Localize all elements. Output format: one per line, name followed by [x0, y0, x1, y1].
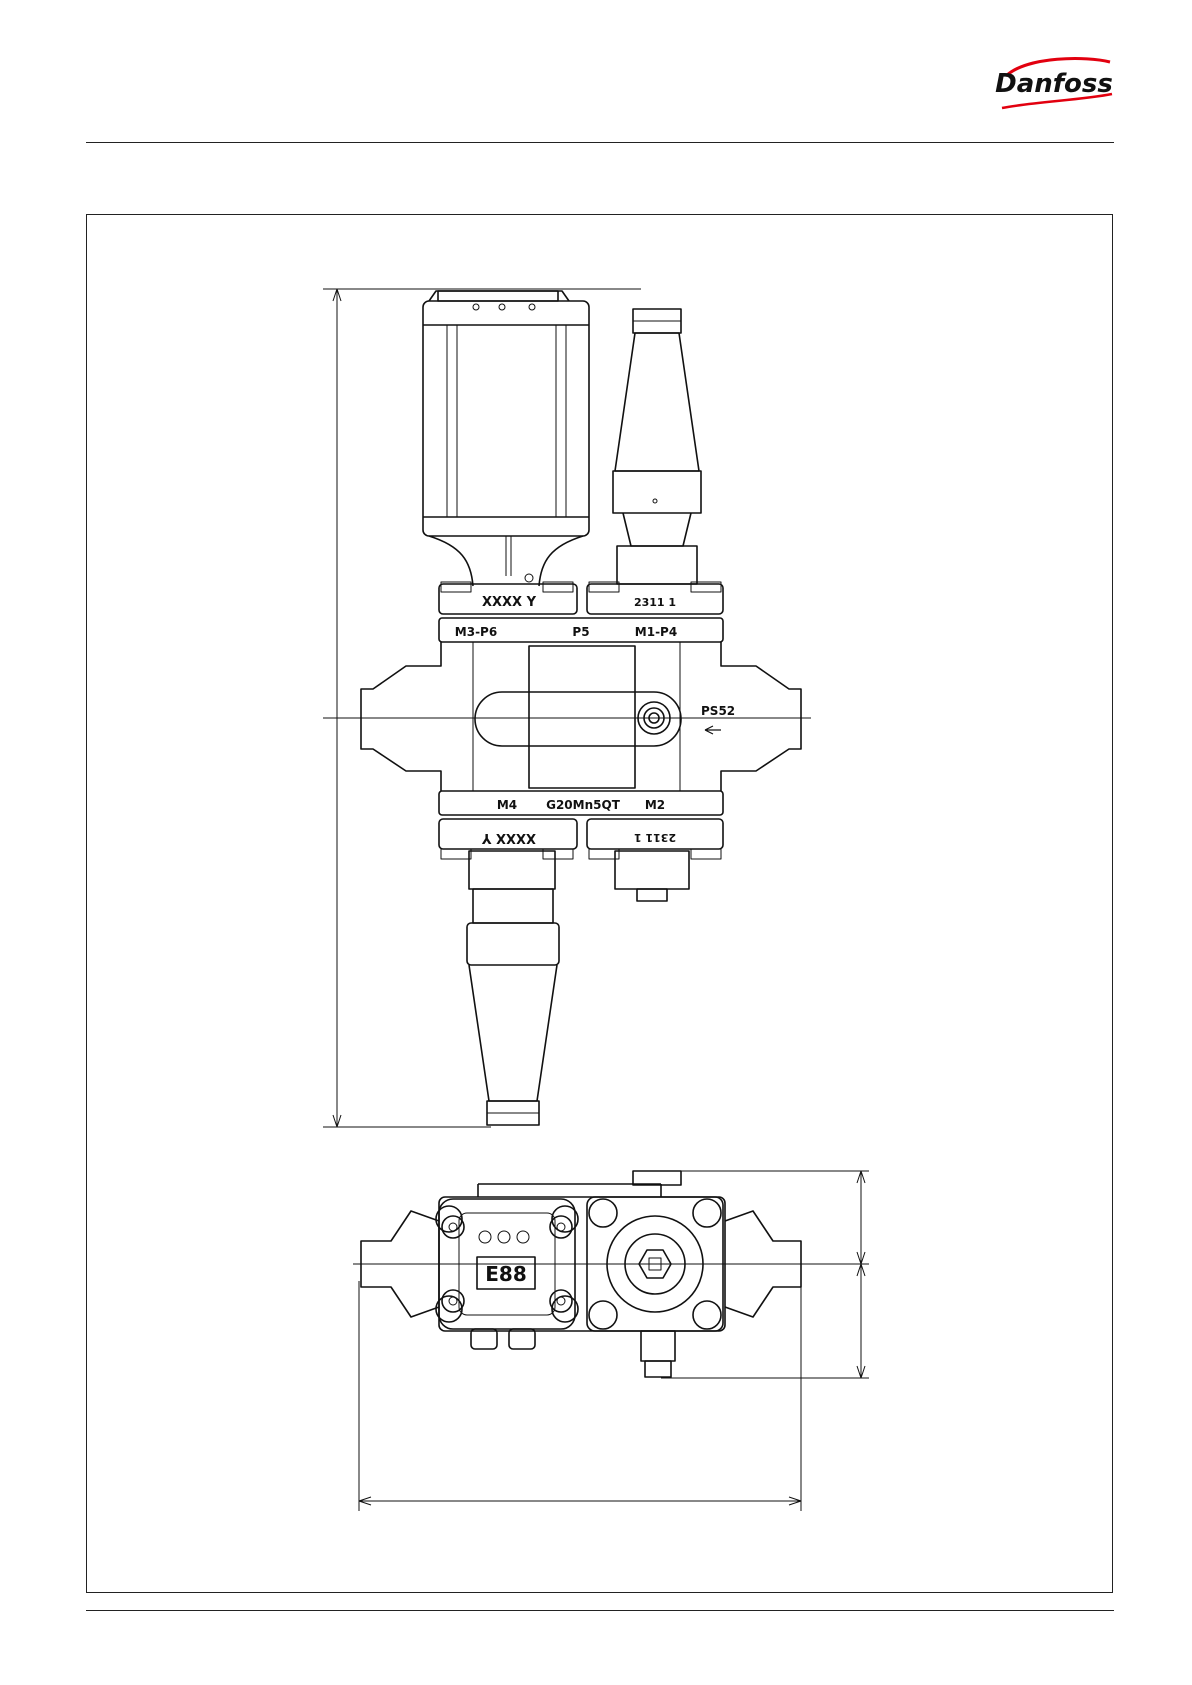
material-label: G20Mn5QT	[546, 798, 620, 812]
front-view	[323, 289, 811, 1127]
drawing-frame	[86, 214, 1113, 1593]
top-view	[353, 1171, 869, 1511]
upper-left-cover-label: XXXX Y	[481, 595, 537, 610]
lower-right-cover-label: 2311 1	[633, 831, 677, 844]
display-segments: E88	[485, 1262, 527, 1286]
port-label-m1-p4: M1-P4	[634, 625, 678, 639]
danfoss-logo	[992, 50, 1117, 112]
valve-body	[361, 642, 801, 791]
lower-left-cover-label: XXXX Y	[481, 830, 537, 845]
port-label-p5: P5	[572, 625, 590, 639]
bottom-valve-stem	[467, 851, 559, 1125]
footer-divider	[86, 1610, 1114, 1611]
brand-wordmark: Danfoss	[995, 69, 1113, 99]
lower-right-plug	[615, 851, 689, 889]
port-label-m3-p6: M3-P6	[454, 625, 498, 639]
header-divider	[86, 142, 1114, 143]
pressure-rating-label: PS52	[701, 704, 736, 718]
top-valve-stem	[613, 309, 701, 584]
actuator	[423, 291, 589, 586]
port-label-m4: M4	[496, 798, 518, 812]
port-label-m2: M2	[644, 798, 666, 812]
technical-drawing	[87, 215, 1114, 1594]
upper-right-cover-label: 2311 1	[633, 596, 677, 609]
